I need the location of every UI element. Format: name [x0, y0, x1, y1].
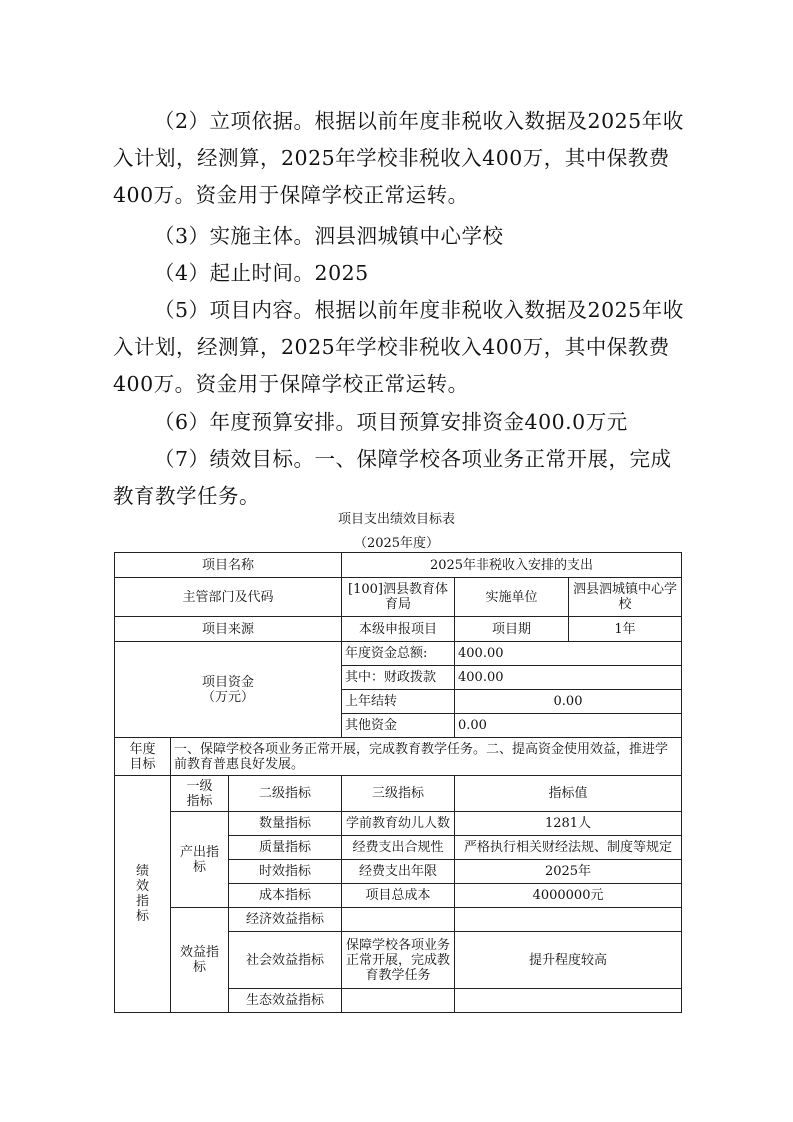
text-line: （2）立项依据。根据以前年度非税收入数据及2025年收 — [154, 109, 684, 133]
header-value: 指标值 — [455, 776, 682, 812]
table-cell: 2025年 — [455, 860, 682, 884]
output-indicator-label: 产出指 标 — [171, 812, 229, 908]
perf-indicator-label: 绩 效 指 标 — [115, 776, 171, 1013]
text-line: （4）起止时间。2025 — [154, 261, 369, 285]
text-line: 入计划，经测算，2025年学校非税收入400万，其中保教费 — [113, 335, 670, 359]
table-cell: 保障学校各项业务 正常开展，完成教 育教学任务 — [342, 932, 455, 989]
project-name-value: 2025年非税收入安排的支出 — [342, 553, 682, 578]
table-cell: 成本指标 — [229, 884, 342, 908]
funds-fiscal-label: 其中：财政拨款 — [342, 666, 455, 690]
funds-total-value: 400.00 — [455, 642, 682, 666]
annual-goal-text: 一、保障学校各项业务正常开展，完成教育教学任务。二、提高资金使用效益，推进学前教育普惠良好发展。 — [171, 738, 682, 776]
text-line: （6）年度预算安排。项目预算安排资金400.0万元 — [154, 410, 628, 434]
funds-carryover-label: 上年结转 — [342, 690, 455, 714]
table-cell — [342, 908, 455, 932]
header-level1: 一级 指标 — [171, 776, 229, 812]
text-line: （3）实施主体。泗县泗城镇中心学校 — [154, 224, 504, 248]
table-subtitle: （2025年度） — [353, 536, 440, 551]
paragraph-period — [113, 255, 693, 292]
paragraph-budget — [113, 404, 693, 441]
source-label: 项目来源 — [115, 617, 342, 642]
benefit-indicator-label: 效益指 标 — [171, 908, 229, 1013]
funds-carryover-value: 0.00 — [455, 690, 682, 714]
dept-label: 主管部门及代码 — [115, 578, 342, 617]
funds-label: 项目资金 （万元） — [115, 642, 342, 738]
header-level2: 二级指标 — [229, 776, 342, 812]
table-cell — [342, 989, 455, 1013]
table-cell: 生态效益指标 — [229, 989, 342, 1013]
table-cell: 4000000元 — [455, 884, 682, 908]
performance-goal-table — [114, 552, 682, 1013]
paragraph-basis — [113, 103, 693, 214]
table-cell: 社会效益指标 — [229, 932, 342, 989]
text-line: 400万。资金用于保障学校正常运转。 — [113, 183, 469, 207]
table-title: 项目支出绩效目标表 — [337, 512, 455, 527]
table-cell: 学前教育幼儿人数 — [342, 812, 455, 836]
funds-fiscal-value: 400.00 — [455, 666, 682, 690]
table-cell: 质量指标 — [229, 836, 342, 860]
annual-goal-label: 年度 目标 — [115, 738, 171, 776]
table-cell: 项目总成本 — [342, 884, 455, 908]
text-line: 教育教学任务。 — [113, 484, 260, 508]
paragraph-content — [113, 292, 693, 403]
header-level3: 三级指标 — [342, 776, 455, 812]
paragraph-subject — [113, 218, 693, 255]
table-cell: 经费支出合规性 — [342, 836, 455, 860]
table-cell — [455, 989, 682, 1013]
funds-other-label: 其他资金 — [342, 714, 455, 738]
table-cell — [455, 908, 682, 932]
text-line: （5）项目内容。根据以前年度非税收入数据及2025年收 — [154, 298, 684, 322]
source-value: 本级申报项目 — [342, 617, 455, 642]
table-cell: 经费支出年限 — [342, 860, 455, 884]
period-label: 项目期 — [455, 617, 569, 642]
impl-label: 实施单位 — [455, 578, 569, 617]
funds-other-value: 0.00 — [455, 714, 682, 738]
paragraph-goal — [113, 441, 693, 515]
dept-value: [100]泗县教育体育局 — [342, 578, 455, 617]
project-name-label: 项目名称 — [115, 553, 342, 578]
table-cell: 提升程度较高 — [455, 932, 682, 989]
period-value: 1年 — [569, 617, 682, 642]
text-line: 400万。资金用于保障学校正常运转。 — [113, 372, 469, 396]
table-cell: 数量指标 — [229, 812, 342, 836]
table-cell: 经济效益指标 — [229, 908, 342, 932]
funds-total-label: 年度资金总额: — [342, 642, 455, 666]
table-cell: 1281人 — [455, 812, 682, 836]
text-line: 入计划，经测算，2025年学校非税收入400万，其中保教费 — [113, 146, 670, 170]
impl-value: 泗县泗城镇中心学校 — [569, 578, 682, 617]
table-cell: 时效指标 — [229, 860, 342, 884]
text-line: （7）绩效目标。一、保障学校各项业务正常开展，完成 — [154, 447, 672, 471]
table-cell: 严格执行相关财经法规、制度等规定 — [455, 836, 682, 860]
